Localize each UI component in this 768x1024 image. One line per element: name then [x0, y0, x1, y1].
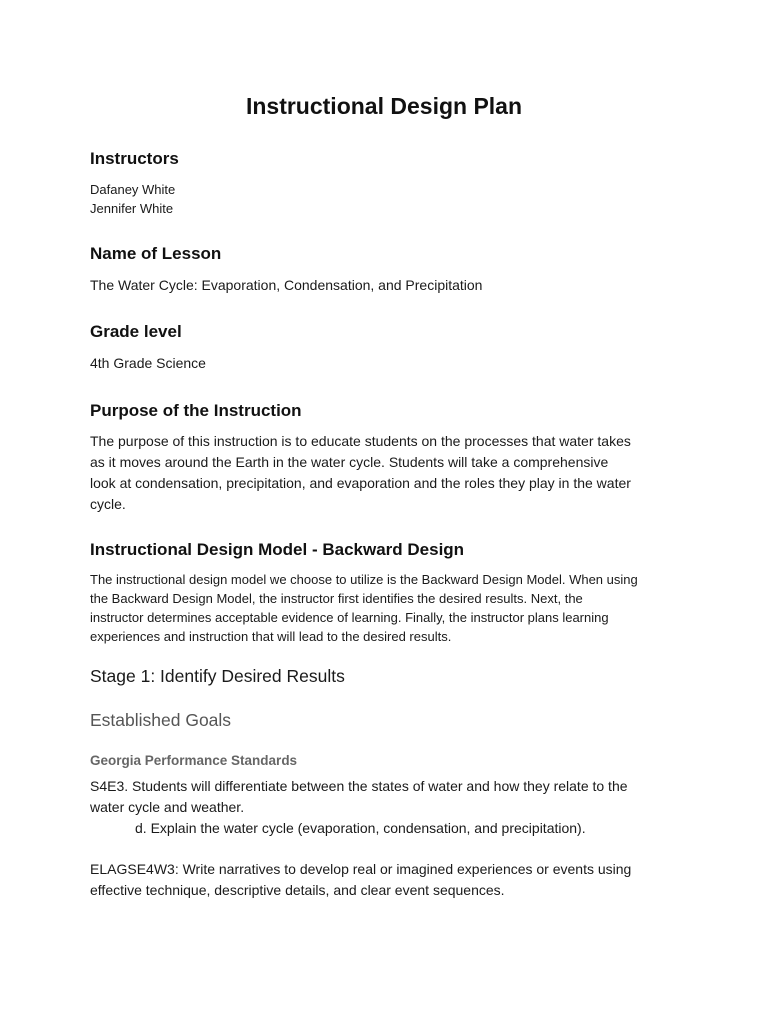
document-title: Instructional Design Plan	[245, 93, 523, 119]
standard-elagse4w3	[90, 859, 690, 901]
paragraph-line: experiences and instruction that will lead to the desired results.	[90, 629, 452, 644]
design-model-heading: Instructional Design Model - Backward Design	[90, 540, 465, 559]
paragraph-line: The purpose of this instruction is to educate students on the processes that water takes	[90, 433, 631, 449]
standard-s4e3	[90, 776, 690, 839]
lesson-name-text: The Water Cycle: Evaporation, Condensation, and Precipitation	[90, 277, 483, 293]
grade-level-text: 4th Grade Science	[90, 355, 206, 371]
paragraph-line: the Backward Design Model, the instructor first identifies the desired results. Next, the	[90, 591, 583, 606]
standard-sub-item: d. Explain the water cycle (evaporation, condensation, and precipitation).	[135, 820, 586, 836]
purpose-paragraph	[90, 431, 690, 515]
design-model-paragraph	[90, 570, 690, 646]
grade-level-heading: Grade level	[90, 322, 182, 341]
paragraph-line: cycle.	[90, 496, 126, 512]
stage1-heading: Stage 1: Identify Desired Results	[90, 666, 345, 686]
standards-heading: Georgia Performance Standards	[90, 753, 298, 768]
paragraph-line: The instructional design model we choose to utilize is the Backward Design Model. When using	[90, 572, 638, 587]
instructor-name: Dafaney White	[90, 182, 176, 197]
paragraph-line: ELAGSE4W3: Write narratives to develop real or imagined experiences or events using	[90, 861, 632, 877]
lesson-name-heading: Name of Lesson	[90, 244, 222, 263]
paragraph-line: look at condensation, precipitation, and evaporation and the roles they play in the water	[90, 475, 631, 491]
instructors-heading: Instructors	[90, 149, 179, 168]
purpose-heading: Purpose of the Instruction	[90, 401, 302, 420]
paragraph-line: instructor determines acceptable evidence of learning. Finally, the instructor plans learning	[90, 610, 609, 625]
paragraph-line: S4E3. Students will differentiate between the states of water and how they relate to the	[90, 778, 628, 794]
established-goals-heading: Established Goals	[90, 710, 232, 730]
instructors-list	[90, 180, 690, 218]
paragraph-line: as it moves around the Earth in the water cycle. Students will take a comprehensive	[90, 454, 609, 470]
paragraph-line: water cycle and weather.	[90, 799, 245, 815]
paragraph-line: effective technique, descriptive details, and clear event sequences.	[90, 882, 505, 898]
instructor-name: Jennifer White	[90, 201, 174, 216]
